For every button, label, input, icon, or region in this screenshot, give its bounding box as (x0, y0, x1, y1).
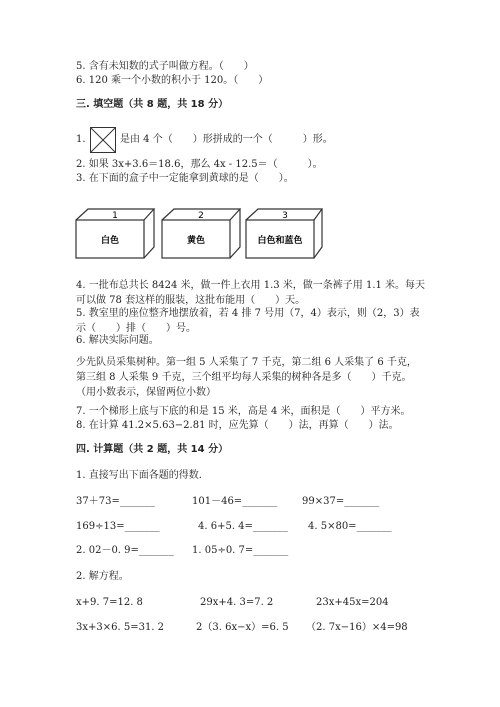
oral-item: 1. 05÷0. 7=_______ (192, 545, 289, 556)
equation-item: （2. 7x−16）×4=98 (306, 622, 408, 633)
equation-row-1 (76, 597, 426, 609)
question-5-top: 5. 含有未知数的式子叫做方程。（ ） (76, 61, 254, 72)
oral-row-1 (76, 496, 406, 508)
equation-item: 29x+4. 3=7. 2 (200, 597, 274, 608)
oral-item: 101－46=_______ (192, 496, 278, 507)
equation-item: 2（3. 6x−x）=6. 5 (196, 622, 289, 633)
oral-item: 37＋73=_______ (76, 496, 155, 507)
section-4-title: 四. 计算题（共 2 题，共 14 分） (76, 444, 229, 455)
equation-row-2 (76, 622, 426, 634)
section-3-title: 三. 填空题（共 8 题，共 18 分） (76, 99, 229, 110)
box-1-number: 1 (112, 211, 118, 221)
calc-q1: 1. 直接写出下面各题的得数. (76, 470, 202, 481)
fill-q1-text: 是由 4 个（ ）形拼成的一个（ ）形。 (120, 134, 333, 145)
equation-item: x+9. 7=12. 8 (76, 597, 143, 608)
question-6-top: 6. 120 乘一个小数的积小于 120。（ ） (76, 75, 269, 86)
box-1-label: 白色 (100, 236, 120, 246)
oral-row-2 (76, 521, 406, 533)
oral-item: 4. 5×80=_______ (308, 521, 392, 532)
fill-q3: 3. 在下面的盒子中一定能拿到黄球的是（ ）。 (76, 173, 294, 184)
fill-q4: 4. 一批布总共长 8424 米，做一件上衣用 1.3 米，做一条裤子用 1.1 米。每天可以做 78 套这样的服装，这批布能用（ ）天。 (76, 280, 426, 306)
box-3-label: 白色和蓝色 (257, 236, 303, 246)
fill-q1-prefix: 1. (76, 134, 86, 145)
fill-q8: 8. 在计算 41.2×5.63−2.81 时，应先算（ ）法，再算（ ）法。 (76, 420, 399, 431)
oral-item: 2. 02－0. 9=_______ (76, 545, 174, 556)
square-figure (90, 127, 116, 153)
box-2-label: 黄色 (186, 236, 206, 246)
oral-item: 169÷13=_______ (76, 521, 160, 532)
oral-item: 4. 6+5. 4=_______ (198, 521, 288, 532)
equation-item: 23x+45x=204 (316, 597, 389, 608)
fill-q5: 5. 教室里的座位整齐地摆放着，若 4 排 7 号用（7，4）表示，则（2，3）表示（ ）排（ ）号。 (76, 308, 420, 334)
fill-q6-text: 少先队员采集树种。第一组 5 人采集了 7 千克，第二组 6 人采集了 6 千克，第三组 8 人采集 9 千克，三个组平均每人采集的树种各是多（ ）千克。（用小数表示，保留两位小数） (76, 357, 417, 398)
box-2-number: 2 (198, 211, 204, 221)
fill-q7: 7. 一个梯形上底与下底的和是 15 米，高是 4 米，面积是（ ）平方米。 (76, 406, 411, 417)
oral-row-3 (76, 545, 406, 557)
box-3-number: 3 (282, 211, 288, 221)
fill-q6: 6. 解决实际问题。 (76, 335, 159, 346)
oral-item: 99×37=_______ (302, 496, 380, 507)
boxes-illustration (74, 206, 324, 262)
equation-item: 3x+3×6. 5=31. 2 (76, 622, 165, 633)
fill-q2: 2. 如果 3x+3.6＝18.6，那么 4x - 12.5＝（ ）。 (76, 159, 323, 170)
calc-q2: 2. 解方程。 (76, 571, 129, 582)
